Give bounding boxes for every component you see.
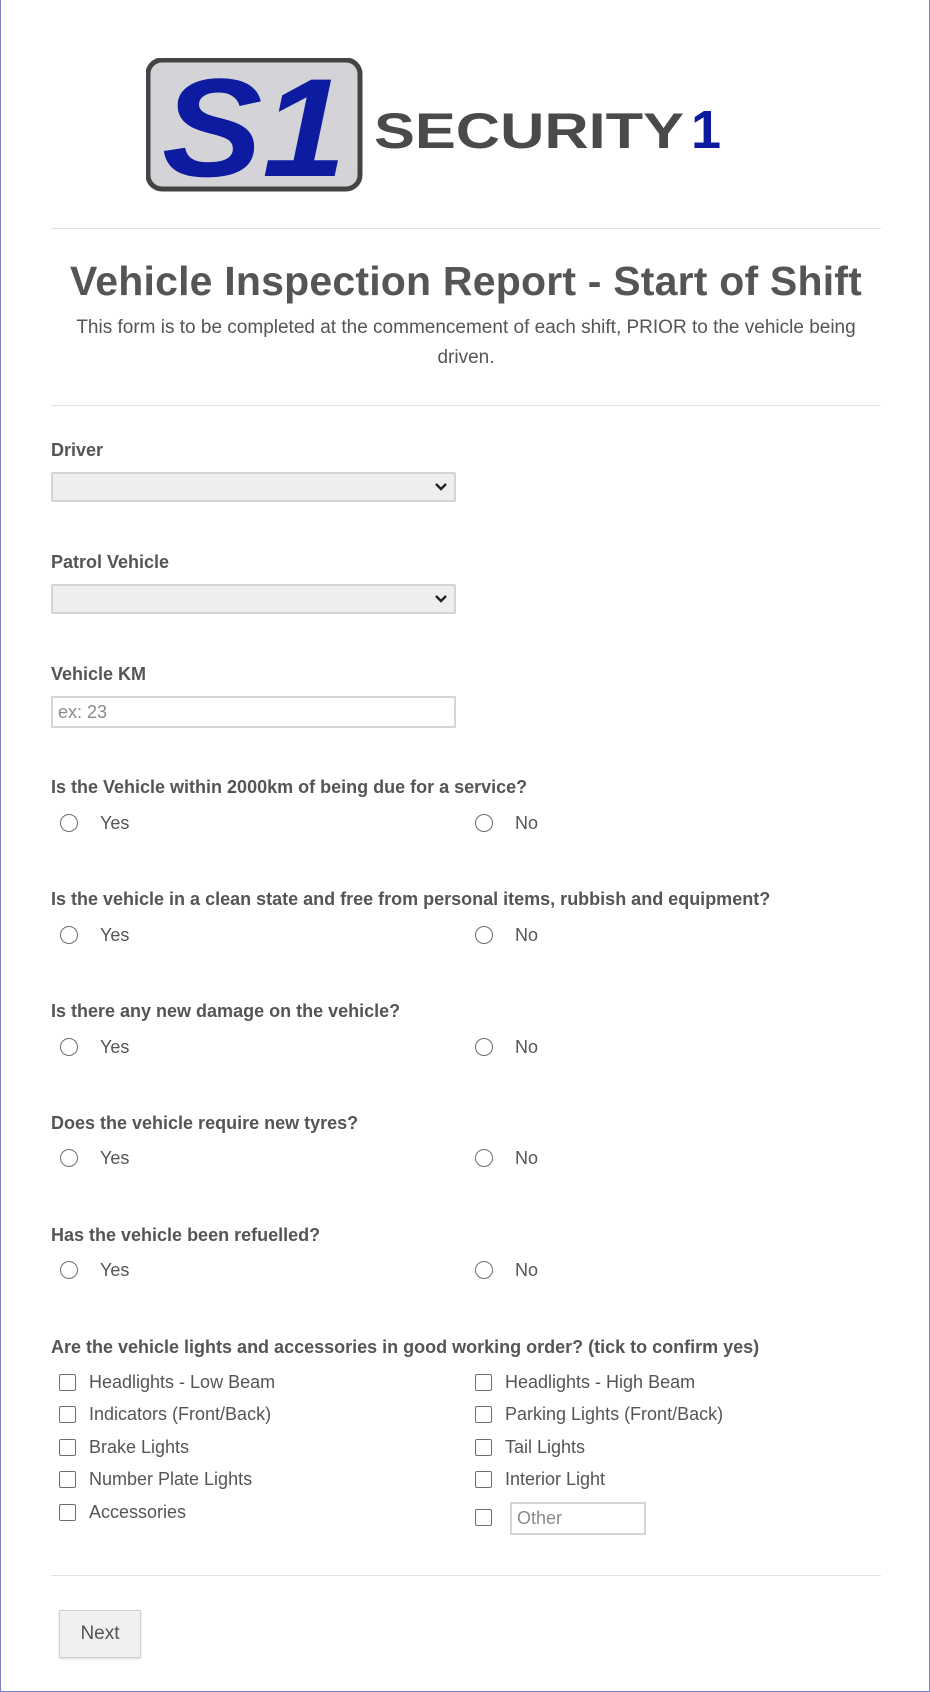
lights-question-label: Are the vehicle lights and accessories in good working order? (tick to confirm yes) <box>51 1337 760 1357</box>
tyres-yes-option[interactable] <box>60 1146 129 1170</box>
logo-mark: S1 <box>162 58 346 193</box>
checkbox-accessories[interactable] <box>59 1500 186 1524</box>
option-label: No <box>515 1259 539 1280</box>
radio-button[interactable] <box>60 926 78 944</box>
page-subtitle: This form is to be completed at the commencement of each shift, PRIOR to the vehicle being driven. <box>76 317 856 368</box>
radio-button[interactable] <box>60 1261 78 1279</box>
refuel-no-option[interactable] <box>475 1258 538 1282</box>
divider <box>51 228 881 229</box>
option-label: No <box>515 1147 539 1168</box>
checkbox[interactable] <box>475 1439 492 1456</box>
radio-button[interactable] <box>475 814 493 832</box>
option-label: No <box>515 924 539 945</box>
vehicle-km-input[interactable]: ex: 23 <box>51 696 456 728</box>
tyres-no-option[interactable] <box>475 1146 538 1170</box>
next-button[interactable]: Next <box>59 1610 141 1658</box>
service-yes-option[interactable] <box>60 811 129 835</box>
checkbox-brake-lights[interactable] <box>59 1435 189 1459</box>
driver-select[interactable] <box>51 472 456 502</box>
checkbox-number-plate-lights[interactable] <box>59 1467 252 1491</box>
checkbox[interactable] <box>59 1374 76 1391</box>
checkbox-headlights-high[interactable] <box>475 1370 695 1394</box>
checkbox-label: Number Plate Lights <box>89 1468 253 1489</box>
checkbox[interactable] <box>59 1504 76 1521</box>
chevron-down-icon <box>434 480 448 494</box>
checkbox[interactable] <box>475 1406 492 1423</box>
damage-no-option[interactable] <box>475 1035 538 1059</box>
refuel-question-label: Has the vehicle been refuelled? <box>51 1225 321 1245</box>
checkbox-other[interactable] <box>475 1505 505 1529</box>
radio-button[interactable] <box>475 926 493 944</box>
checkbox-interior-light[interactable] <box>475 1467 605 1491</box>
damage-yes-option[interactable] <box>60 1035 129 1059</box>
checkbox[interactable] <box>59 1471 76 1488</box>
option-label: No <box>515 1036 539 1057</box>
checkbox[interactable] <box>475 1471 492 1488</box>
radio-button[interactable] <box>475 1261 493 1279</box>
refuel-yes-option[interactable] <box>60 1258 129 1282</box>
checkbox[interactable] <box>475 1509 492 1526</box>
page-title: Vehicle Inspection Report - Start of Shift <box>69 258 863 304</box>
radio-button[interactable] <box>475 1149 493 1167</box>
clean-question-label: Is the vehicle in a clean state and free from personal items, rubbish and equipment? <box>51 889 771 909</box>
patrol-vehicle-label: Patrol Vehicle <box>51 552 170 572</box>
divider <box>51 1575 881 1576</box>
radio-button[interactable] <box>475 1038 493 1056</box>
option-label: Yes <box>100 924 130 945</box>
checkbox-label: Indicators (Front/Back) <box>89 1403 272 1424</box>
checkbox-label: Headlights - Low Beam <box>89 1371 276 1392</box>
chevron-down-icon <box>434 592 448 606</box>
logo-wordmark: SECURITY <box>374 103 684 159</box>
driver-label: Driver <box>51 440 104 460</box>
damage-question-label: Is there any new damage on the vehicle? <box>51 1001 401 1021</box>
checkbox-indicators[interactable] <box>59 1402 271 1426</box>
checkbox[interactable] <box>59 1439 76 1456</box>
checkbox-label: Parking Lights (Front/Back) <box>505 1403 724 1424</box>
checkbox-headlights-low[interactable] <box>59 1370 275 1394</box>
checkbox[interactable] <box>475 1374 492 1391</box>
radio-button[interactable] <box>60 1149 78 1167</box>
vehicle-km-label: Vehicle KM <box>51 664 147 684</box>
clean-yes-option[interactable] <box>60 923 129 947</box>
tyres-question-label: Does the vehicle require new tyres? <box>51 1113 359 1133</box>
checkbox-label: Brake Lights <box>89 1436 190 1457</box>
security1-logo <box>146 58 726 193</box>
checkbox-label: Interior Light <box>505 1468 606 1489</box>
option-label: Yes <box>100 1259 130 1280</box>
option-label: Yes <box>100 812 130 833</box>
radio-button[interactable] <box>60 814 78 832</box>
other-input[interactable]: Other <box>510 1502 646 1535</box>
checkbox-label: Accessories <box>89 1501 187 1522</box>
option-label: Yes <box>100 1147 130 1168</box>
option-label: Yes <box>100 1036 130 1057</box>
logo-digit: 1 <box>691 100 722 160</box>
service-question-label: Is the Vehicle within 2000km of being due for a service? <box>51 777 528 797</box>
divider <box>51 405 881 406</box>
option-label: No <box>515 812 539 833</box>
radio-button[interactable] <box>60 1038 78 1056</box>
checkbox-label: Tail Lights <box>505 1436 586 1457</box>
service-no-option[interactable] <box>475 811 538 835</box>
clean-no-option[interactable] <box>475 923 538 947</box>
patrol-vehicle-select[interactable] <box>51 584 456 614</box>
checkbox-parking-lights[interactable] <box>475 1402 723 1426</box>
checkbox[interactable] <box>59 1406 76 1423</box>
checkbox-label: Headlights - High Beam <box>505 1371 696 1392</box>
checkbox-tail-lights[interactable] <box>475 1435 585 1459</box>
